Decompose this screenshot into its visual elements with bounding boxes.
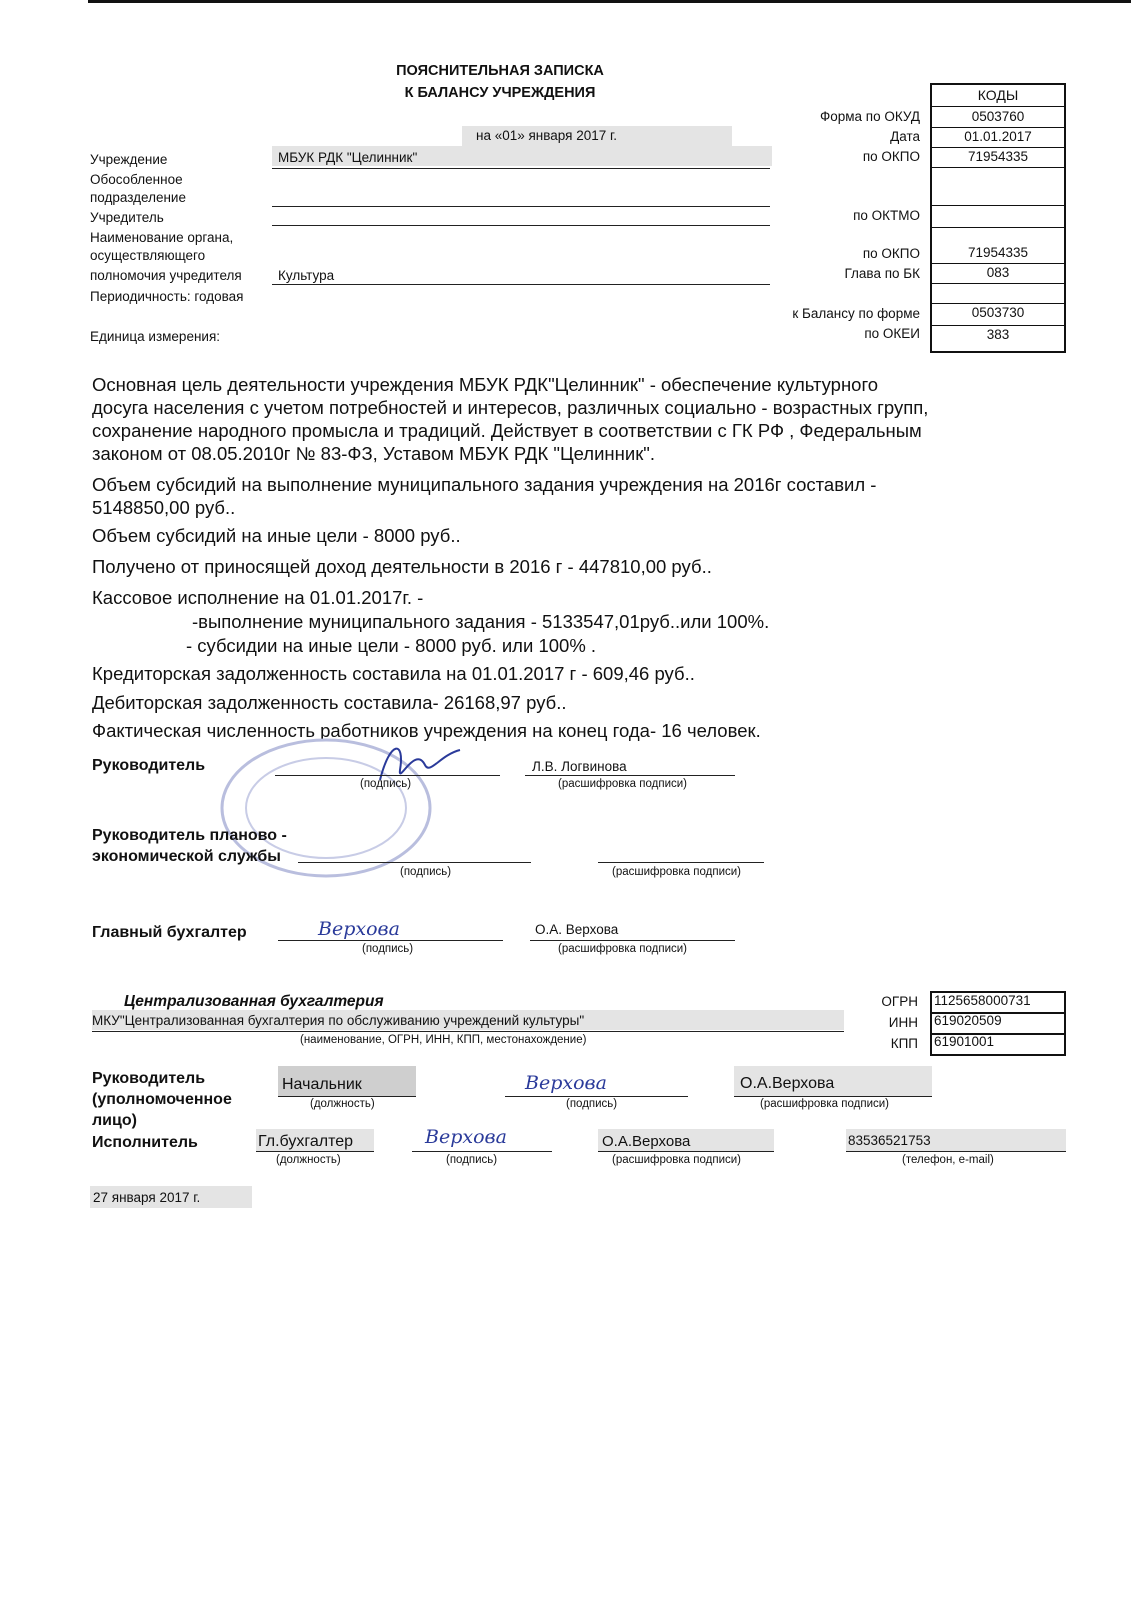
footer-date: 27 января 2017 г. xyxy=(93,1190,201,1205)
manager-position-caption: (должность) xyxy=(310,1098,375,1110)
executor-position: Гл.бухгалтер xyxy=(258,1133,354,1150)
executor-position-caption: (должность) xyxy=(276,1154,341,1166)
codes-sep xyxy=(932,325,1064,326)
codes-sep xyxy=(932,283,1064,284)
document-title-line2: К БАЛАНСУ УЧРЕЖДЕНИЯ xyxy=(404,85,596,101)
chief-accountant-decoding-caption: (расшифровка подписи) xyxy=(558,943,687,955)
head-signature-line xyxy=(275,775,500,776)
date-label: Дата xyxy=(890,129,920,144)
codes-sep xyxy=(932,303,1064,304)
manager-signature-caption: (подпись) xyxy=(566,1098,618,1110)
okpo2-label: по ОКПО xyxy=(862,246,920,261)
executor-name: О.А.Верхова xyxy=(602,1133,691,1150)
okpo-label: по ОКПО xyxy=(862,149,920,164)
institution-value: МБУК РДК "Целинник" xyxy=(278,150,418,165)
codes-sep xyxy=(932,167,1064,168)
codes-sep xyxy=(932,263,1064,264)
oktmo-label: по ОКТМО xyxy=(853,208,920,223)
subdivision-underline xyxy=(272,206,770,207)
okud-label: Форма по ОКУД xyxy=(819,109,920,124)
manager-label-3: лицо) xyxy=(92,1112,137,1129)
manager-position: Начальник xyxy=(282,1076,362,1093)
ogrn-value: 1125658000731 xyxy=(934,993,1031,1008)
inn-label: ИНН xyxy=(888,1015,918,1030)
body-p2-line1: Объем субсидий на выполнение муниципального задания учреждения на 2016г составил - xyxy=(92,474,877,495)
head-signature-caption: (подпись) xyxy=(360,778,412,790)
body-p1-line2: досуга населения с учетом потребностей и интересов, различных социально - возрастных групп, xyxy=(92,397,929,418)
codes-sep xyxy=(932,127,1064,128)
authority-underline xyxy=(272,284,770,285)
chief-accountant-label: Главный бухгалтер xyxy=(92,924,247,941)
executor-position-line xyxy=(256,1151,374,1152)
body-p5b: - субсидии на иные цели - 8000 руб. или 100% . xyxy=(186,635,597,656)
planning-decoding-caption: (расшифровка подписи) xyxy=(612,866,741,878)
subdivision-label-1: Обособленное xyxy=(90,172,183,187)
executor-handwritten-signature: Верхова xyxy=(425,1126,507,1148)
subdivision-label-2: подразделение xyxy=(90,190,186,205)
executor-decoding-caption: (расшифровка подписи) xyxy=(612,1154,741,1166)
report-date-line: на «01» января 2017 г. xyxy=(476,128,618,143)
body-p2-line2: 5148850,00 руб.. xyxy=(92,497,236,518)
phone-line xyxy=(846,1151,1066,1152)
okei-label: по ОКЕИ xyxy=(864,326,920,341)
manager-handwritten-signature: Верхова xyxy=(525,1072,607,1094)
planning-signature-line xyxy=(298,862,531,863)
executor-signature-caption: (подпись) xyxy=(446,1154,498,1166)
manager-label-1: Руководитель xyxy=(92,1070,206,1087)
codes-sep xyxy=(932,147,1064,148)
executor-label: Исполнитель xyxy=(92,1134,198,1151)
inn-value: 619020509 xyxy=(934,1013,1002,1028)
phone-caption: (телефон, e-mail) xyxy=(902,1154,994,1166)
chief-accountant-handwritten-signature: Верхова xyxy=(318,918,400,940)
executor-phone: 83536521753 xyxy=(848,1133,931,1148)
body-p4: Получено от приносящей доход деятельности в 2016 г - 447810,00 руб.. xyxy=(92,556,712,577)
okud-value: 0503760 xyxy=(971,109,1025,124)
founder-label: Учредитель xyxy=(90,210,164,225)
chief-accountant-name: О.А. Верхова xyxy=(535,922,619,937)
body-p1-line3: сохранение народного промысла и традиций. Действует в соответствии с ГК РФ , Федеральным xyxy=(92,420,922,441)
planning-signature-caption: (подпись) xyxy=(400,866,452,878)
planning-name-line xyxy=(598,862,764,863)
institution-underline xyxy=(272,168,770,169)
body-p1-line4: законом от 08.05.2010г № 83-ФЗ, Уставом МБУК РДК "Целинник". xyxy=(92,443,655,464)
manager-name-line xyxy=(734,1096,932,1097)
periodicity-label: Периодичность: годовая xyxy=(90,289,244,304)
body-p8: Фактическая численность работников учреждения на конец года- 16 человек. xyxy=(92,720,761,741)
central-title: Централизованная бухгалтерия xyxy=(124,993,384,1010)
codes-sep xyxy=(932,106,1064,107)
ogrn-label: ОГРН xyxy=(881,994,918,1009)
codes-sep xyxy=(932,205,1064,206)
okpo2-value: 71954335 xyxy=(967,245,1029,260)
head-name: Л.В. Логвинова xyxy=(532,759,627,774)
date-value: 01.01.2017 xyxy=(964,129,1032,144)
unit-label: Единица измерения: xyxy=(90,329,221,344)
chief-accountant-signature-line xyxy=(278,940,503,941)
executor-name-line xyxy=(598,1151,774,1152)
kpp-label: КПП xyxy=(890,1036,918,1051)
manager-position-line xyxy=(278,1096,416,1097)
authority-value: Культура xyxy=(278,268,335,283)
authority-label-2: осуществляющего xyxy=(90,248,206,263)
manager-decoding-caption: (расшифровка подписи) xyxy=(760,1098,889,1110)
body-p1-line1: Основная цель деятельности учреждения МБУК РДК"Целинник" - обеспечение культурного xyxy=(92,374,879,395)
chief-accountant-signature-caption: (подпись) xyxy=(362,943,414,955)
planning-label-1: Руководитель планово - xyxy=(92,827,287,844)
codes-table xyxy=(930,83,1066,353)
body-p3: Объем субсидий на иные цели - 8000 руб.. xyxy=(92,525,461,546)
document-title-line1: ПОЯСНИТЕЛЬНАЯ ЗАПИСКА xyxy=(396,63,604,79)
founder-underline xyxy=(272,225,770,226)
body-p5: Кассовое исполнение на 01.01.2017г. - xyxy=(92,587,424,608)
central-org-caption: (наименование, ОГРН, ИНН, КПП, местонахождение) xyxy=(300,1034,587,1046)
executor-signature-line xyxy=(412,1151,552,1152)
central-org-underline xyxy=(92,1031,844,1032)
manager-signature-line xyxy=(505,1096,688,1097)
manager-name: О.А.Верхова xyxy=(740,1075,835,1092)
okei-value: 383 xyxy=(986,327,1010,342)
codes-sep xyxy=(932,227,1064,228)
body-p5a: -выполнение муниципального задания - 5133547,01руб..или 100%. xyxy=(192,611,770,632)
bk-chapter-label: Глава по БК xyxy=(844,266,920,281)
central-org-name: МКУ"Централизованная бухгалтерия по обслуживанию учреждений культуры" xyxy=(92,1013,585,1028)
okpo-value: 71954335 xyxy=(967,149,1029,164)
balance-form-label: к Балансу по форме xyxy=(792,306,920,321)
top-border-line xyxy=(88,0,1131,3)
codes-header: КОДЫ xyxy=(977,87,1019,103)
manager-label-2: (уполномоченное xyxy=(92,1091,232,1108)
authority-label-1: Наименование органа, xyxy=(90,230,234,245)
head-label: Руководитель xyxy=(92,757,206,774)
bk-chapter-value: 083 xyxy=(986,265,1010,280)
body-p6: Кредиторская задолженность составила на 01.01.2017 г - 609,46 руб.. xyxy=(92,663,695,684)
body-p7: Дебиторская задолженность составила- 26168,97 руб.. xyxy=(92,692,567,713)
institution-label: Учреждение xyxy=(90,152,168,167)
planning-label-2: экономической службы xyxy=(92,848,281,865)
balance-form-value: 0503730 xyxy=(971,305,1025,320)
chief-accountant-name-line xyxy=(530,940,735,941)
head-name-line xyxy=(525,775,735,776)
authority-label-3: полномочия учредителя xyxy=(90,268,242,283)
kpp-value: 61901001 xyxy=(934,1034,995,1049)
head-decoding-caption: (расшифровка подписи) xyxy=(558,778,687,790)
